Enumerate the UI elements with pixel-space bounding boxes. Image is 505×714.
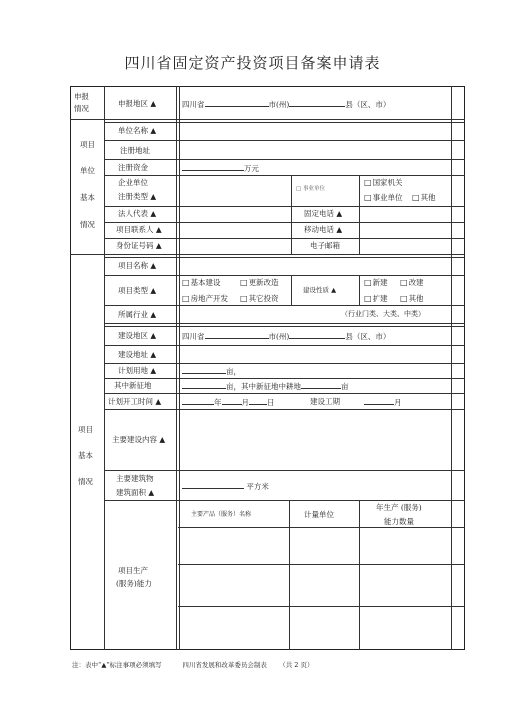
- footer-note: 注：表中“▲”标注事项必须填写 四川省发展和改革委员会制表 （共 2 页）: [72, 661, 314, 669]
- proj-name-label: 项目名称 ▲: [118, 261, 157, 270]
- section-apply-2: 情况: [74, 104, 89, 113]
- mobile-label: 移动电话 ▲: [304, 225, 343, 234]
- build-nature-label: 建设性质 ▲: [303, 286, 337, 294]
- reg-address-label: 注册地址: [120, 146, 150, 155]
- checkbox-state-org[interactable]: □ 国家机关: [364, 178, 403, 187]
- checkbox-renovation[interactable]: □ 更新改造: [240, 278, 279, 287]
- checkbox-basic-build[interactable]: □ 基本建设: [182, 278, 221, 287]
- building-area-field[interactable]: 平方米: [182, 481, 269, 491]
- build-address-label: 建设地址 ▲: [118, 350, 157, 359]
- build-region-field[interactable]: 四川省 市(州) 县（区、市）: [182, 332, 391, 341]
- legal-rep-label: 法人代表 ▲: [118, 209, 157, 218]
- contact-label: 项目联系人 ▲: [116, 225, 162, 234]
- annual-capacity-header-2: 能力数量: [384, 517, 414, 526]
- checkbox-other[interactable]: □ 其他: [412, 193, 436, 202]
- start-time-field[interactable]: 年 月 日: [182, 397, 275, 407]
- public-inst-option[interactable]: □ 事业单位: [296, 186, 325, 192]
- reg-capital-label: 注册资金: [118, 163, 148, 172]
- apply-region-label: 申报地区 ▲: [118, 99, 157, 108]
- main-content-label: 主要建设内容 ▲: [112, 435, 166, 444]
- duration-field[interactable]: 月: [364, 397, 402, 407]
- annual-capacity-header-1: 年生产 (服务): [376, 503, 422, 512]
- section-unit-3: 基本: [80, 193, 95, 202]
- fixed-phone-label: 固定电话 ▲: [304, 209, 343, 218]
- checkbox-rebuild[interactable]: □ 改建: [400, 278, 424, 287]
- new-land-field[interactable]: 亩，其中新征地中耕地 亩: [182, 381, 349, 391]
- build-region-label: 建设地区 ▲: [118, 331, 157, 340]
- checkbox-expand[interactable]: □ 扩建: [364, 294, 388, 303]
- industry-label: 所属行业 ▲: [118, 310, 157, 319]
- checkbox-new[interactable]: □ 新建: [364, 278, 388, 287]
- section-unit-1: 项目: [80, 140, 95, 149]
- section-project-1: 项目: [78, 425, 93, 434]
- section-unit-2: 单位: [80, 166, 95, 175]
- form-title: 四川省固定资产投资项目备案申请表: [124, 54, 381, 72]
- measure-unit-header: 计量单位: [304, 510, 334, 519]
- product-name-header: 主要产品（服务）名称: [191, 511, 252, 518]
- apply-region-field[interactable]: 四川省 市(州) 县（区、市）: [182, 100, 391, 109]
- reg-type-label: 注册类型 ▲: [118, 192, 157, 201]
- building-area-label-1: 主要建筑物: [116, 474, 154, 483]
- proj-type-label: 项目类型 ▲: [118, 286, 157, 295]
- section-unit-4: 情况: [80, 220, 95, 229]
- building-area-label-2: 建筑面积 ▲: [116, 488, 155, 497]
- checkbox-public-unit[interactable]: □ 事业单位: [364, 193, 403, 202]
- new-land-label: 其中新征地: [114, 381, 152, 390]
- unit-name-label: 单位名称 ▲: [118, 126, 157, 135]
- duration-label: 建设工期: [310, 397, 340, 406]
- checkbox-other-invest[interactable]: □ 其它投资: [240, 294, 279, 303]
- capacity-label-2: (服务)能力: [116, 579, 152, 588]
- start-time-label: 计划开工时间 ▲: [108, 397, 162, 406]
- ent-unit-label: 企业单位: [118, 178, 148, 187]
- land-use-field[interactable]: 亩，: [182, 366, 241, 376]
- email-label: 电子邮箱: [310, 241, 340, 250]
- section-project-3: 情况: [78, 477, 93, 486]
- reg-capital-field[interactable]: 万元: [182, 163, 259, 173]
- industry-hint: （行业门类、大类、中类）: [341, 310, 425, 318]
- checkbox-other2[interactable]: □ 其他: [400, 294, 424, 303]
- capacity-label-1: 项目生产: [118, 566, 148, 575]
- section-apply-1: 申报: [74, 92, 89, 101]
- section-project-2: 基本: [78, 451, 93, 460]
- checkbox-real-estate[interactable]: □ 房地产开发: [182, 294, 228, 303]
- id-no-label: 身份证号码 ▲: [116, 241, 162, 250]
- land-use-label: 计划用地 ▲: [118, 366, 157, 375]
